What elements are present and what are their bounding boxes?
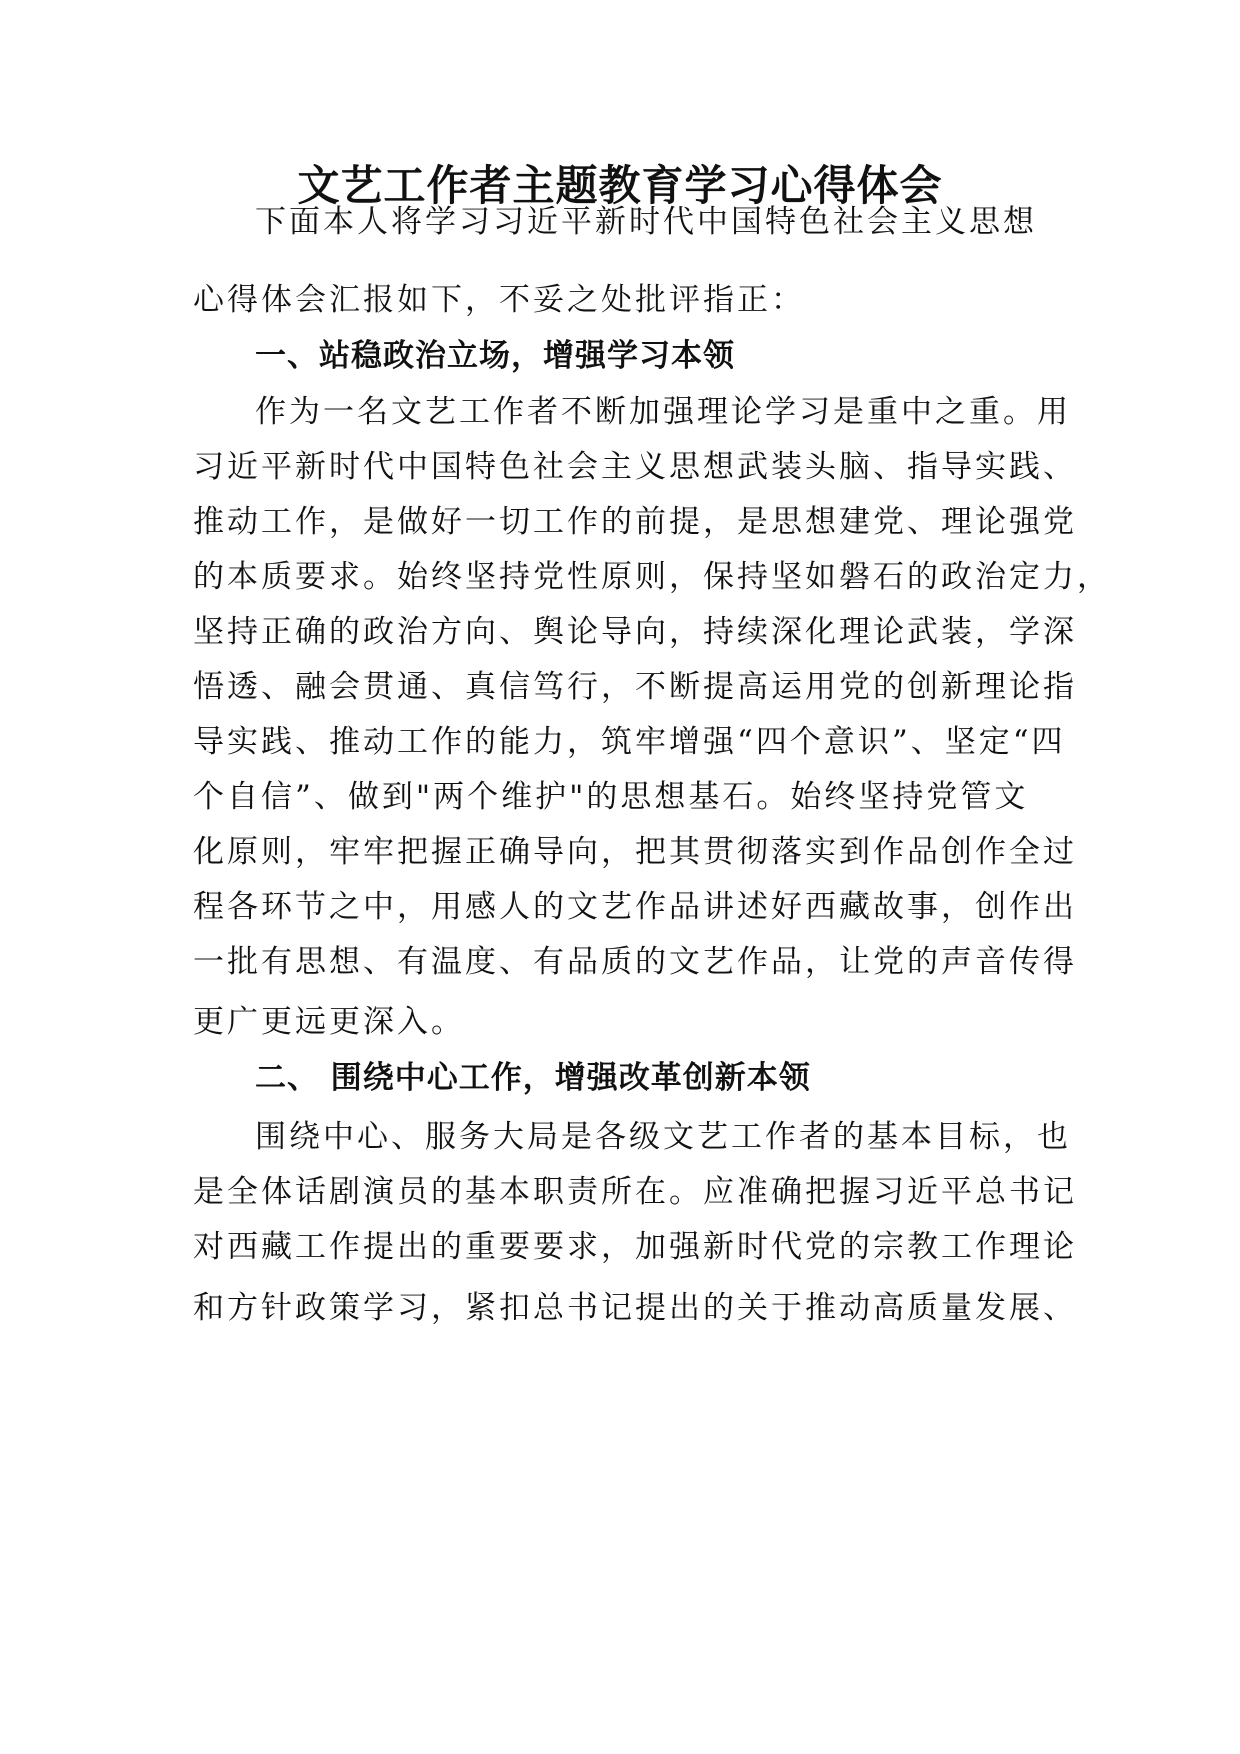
intro-line: 心得体会汇报如下，不妥之处批评指正：	[193, 282, 805, 318]
paragraph-line: 习近平新时代中国特色社会主义思想武装头脑、指导实践、	[193, 449, 1077, 485]
paragraph-line: 和方针政策学习，紧扣总书记提出的关于推动高质量发展、	[193, 1290, 1077, 1326]
paragraph-line: 程各环节之中，用感人的文艺作品讲述好西藏故事，创作出	[193, 889, 1077, 925]
paragraph-line: 对西藏工作提出的重要要求，加强新时代党的宗教工作理论	[193, 1229, 1077, 1265]
paragraph-line: 围绕中心、服务大局是各级文艺工作者的基本目标，也	[255, 1119, 1071, 1155]
paragraph-line: 个自信”、做到"两个维护"的思想基石。始终坚持党管文	[193, 779, 1029, 815]
section-heading: 二、 围绕中心工作，增强改革创新本领	[255, 1060, 811, 1096]
paragraph-line: 更广更远更深入。	[193, 1004, 465, 1040]
intro-line: 下面本人将学习习近平新时代中国特色社会主义思想	[255, 204, 1037, 240]
paragraph-line: 是全体话剧演员的基本职责所在。应准确把握习近平总书记	[193, 1174, 1077, 1210]
section-heading: 一、站稳政治立场，增强学习本领	[255, 338, 735, 374]
paragraph-line: 悟透、融会贯通、真信笃行，不断提高运用党的创新理论指	[193, 669, 1077, 705]
document-title: 文艺工作者主题教育学习心得体会	[297, 161, 943, 210]
paragraph-line: 导实践、推动工作的能力，筑牢增强“四个意识”、坚定“四	[193, 724, 1066, 760]
paragraph-line: 推动工作，是做好一切工作的前提，是思想建党、理论强党	[193, 504, 1077, 540]
paragraph-line: 坚持正确的政治方向、舆论导向，持续深化理论武装，学深	[193, 614, 1077, 650]
paragraph-line: 化原则，牢牢把握正确导向，把其贯彻落实到作品创作全过	[193, 834, 1077, 870]
paragraph-line: 一批有思想、有温度、有品质的文艺作品，让党的声音传得	[193, 944, 1077, 980]
paragraph-line: 作为一名文艺工作者不断加强理论学习是重中之重。用	[255, 394, 1071, 430]
paragraph-line: 的本质要求。始终坚持党性原则，保持坚如磐石的政治定力，	[193, 559, 1111, 595]
